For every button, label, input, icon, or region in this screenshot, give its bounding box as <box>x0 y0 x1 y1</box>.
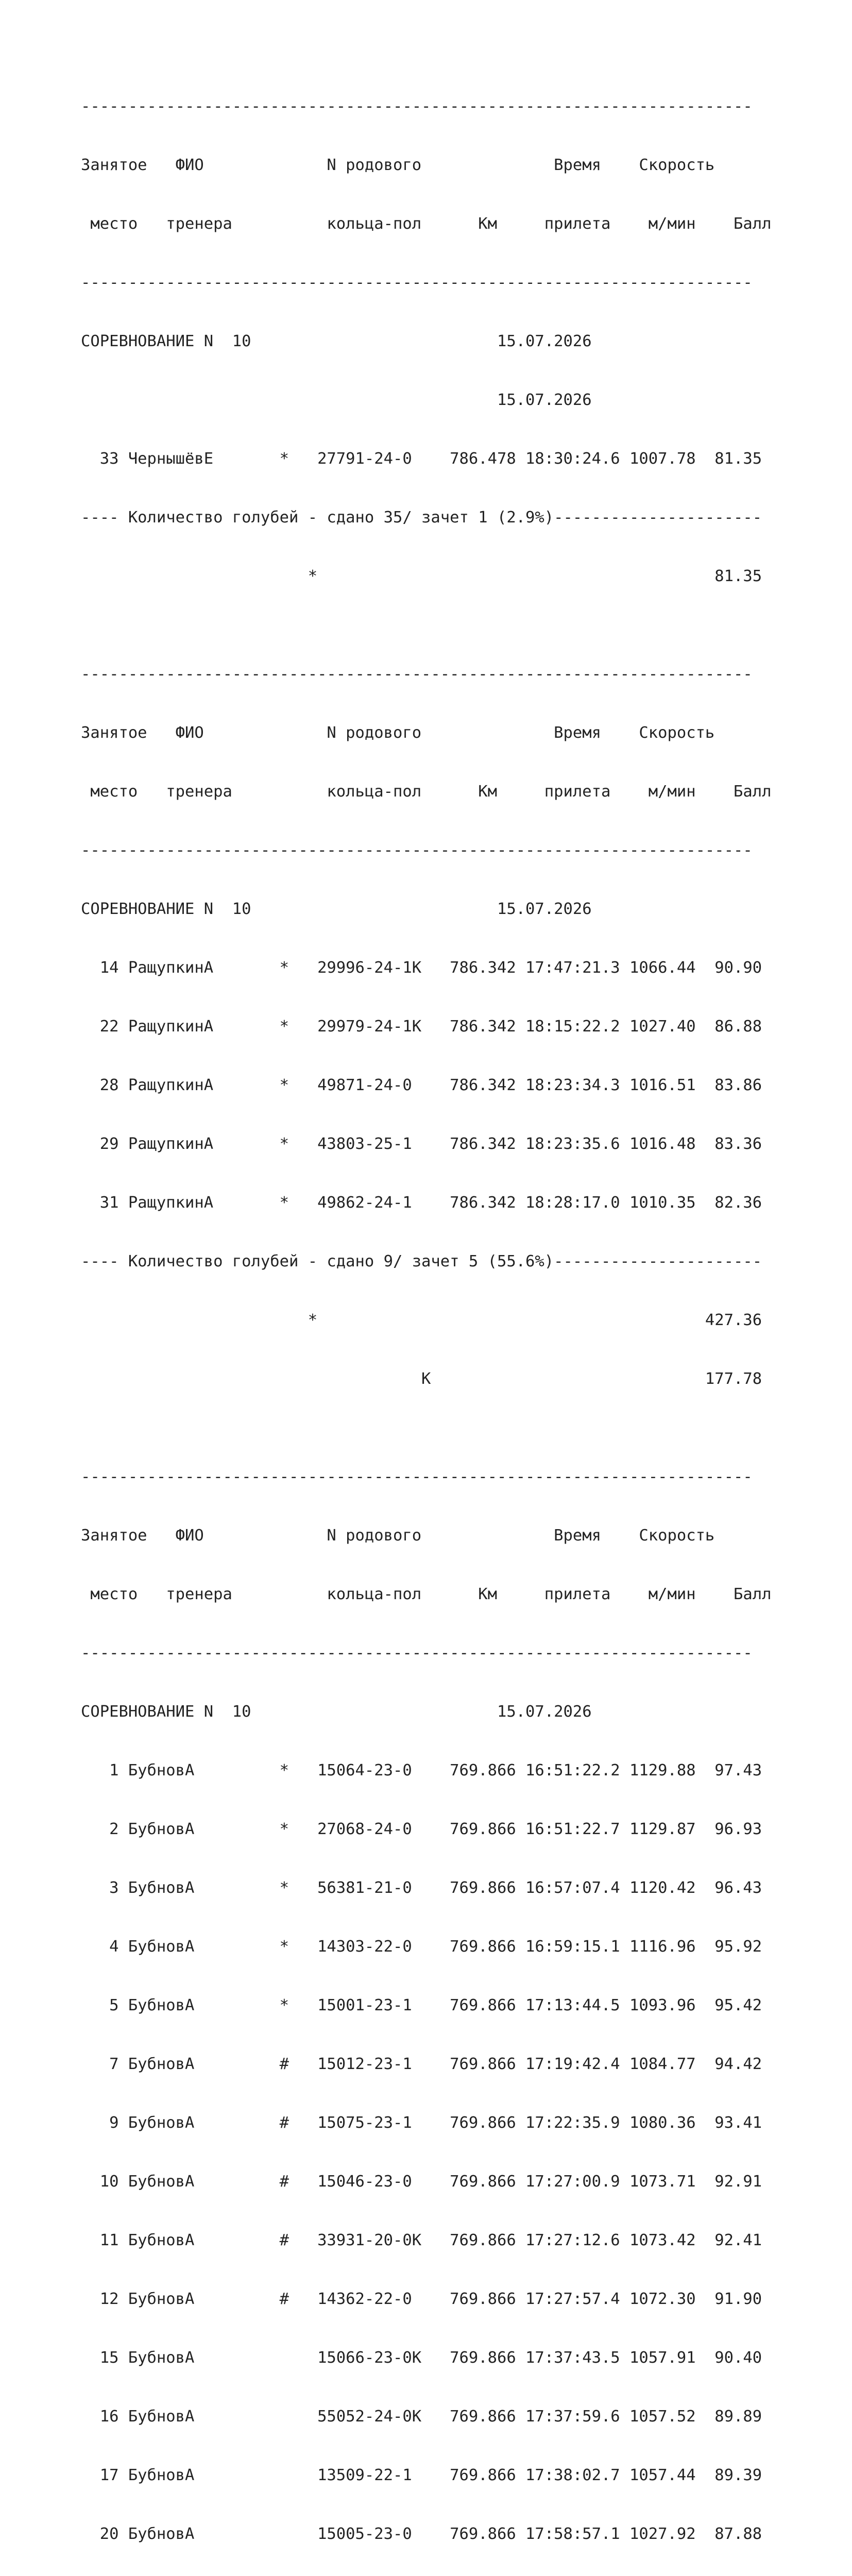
result-row: 11 БубновА # 33931-20-0К 769.866 17:27:12.6 1073.42 92.41 <box>81 2231 762 2249</box>
result-row: 15 БубновА 15066-23-0К 769.866 17:37:43.5 1057.91 90.40 <box>81 2349 762 2367</box>
result-row: 31 РащупкинА * 49862-24-1 786.342 18:28:17.0 1010.35 82.36 <box>81 1194 762 1212</box>
separator-line: ----------------------------------------------------------------------- <box>81 274 753 292</box>
result-row: 7 БубновА # 15012-23-1 769.866 17:19:42.4 1084.77 94.42 <box>81 2055 762 2073</box>
result-row: 14 РащупкинА * 29996-24-1К 786.342 17:47:21.3 1066.44 90.90 <box>81 959 762 977</box>
result-row: 10 БубновА # 15046-23-0 769.866 17:27:00.9 1073.71 92.91 <box>81 2173 762 2191</box>
separator-line: ----------------------------------------------------------------------- <box>81 1644 753 1662</box>
separator-line: ----------------------------------------------------------------------- <box>81 665 753 683</box>
total-line: * 81.35 <box>81 567 762 585</box>
competition-line: СОРЕВНОВАНИЕ N 10 15.07.2026 <box>81 1703 592 1721</box>
total-line: * 427.36 <box>81 1311 762 1329</box>
competition-line: СОРЕВНОВАНИЕ N 10 15.07.2026 <box>81 900 592 918</box>
column-header-line-1: Занятое ФИО N родового Время Скорость <box>81 1527 715 1545</box>
result-row: 28 РащупкинА * 49871-24-0 786.342 18:23:34.3 1016.51 83.86 <box>81 1076 762 1094</box>
result-row: 3 БубновА * 56381-21-0 769.866 16:57:07.4 1120.42 96.43 <box>81 1879 762 1897</box>
result-row: 22 РащупкинА * 29979-24-1К 786.342 18:15:22.2 1027.40 86.88 <box>81 1018 762 1036</box>
result-row: 20 БубновА 15005-23-0 769.866 17:58:57.1 1027.92 87.88 <box>81 2525 762 2543</box>
race-results-report <box>81 38 771 2576</box>
result-row: 1 БубновА * 15064-23-0 769.866 16:51:22.2 1129.88 97.43 <box>81 1761 762 1780</box>
result-row: 5 БубновА * 15001-23-1 769.866 17:13:44.5 1093.96 95.42 <box>81 1996 762 2014</box>
result-row: 17 БубновА 13509-22-1 769.866 17:38:02.7 1057.44 89.39 <box>81 2466 762 2484</box>
column-header-line-2: место тренера кольца-пол Км прилета м/мин Балл <box>81 783 772 801</box>
separator-line: ----------------------------------------------------------------------- <box>81 97 753 115</box>
result-row: 9 БубновА # 15075-23-1 769.866 17:22:35.9 1080.36 93.41 <box>81 2114 762 2132</box>
result-row: 12 БубновА # 14362-22-0 769.866 17:27:57.4 1072.30 91.90 <box>81 2290 762 2308</box>
result-row: 29 РащупкинА * 43803-25-1 786.342 18:23:35.6 1016.48 83.36 <box>81 1135 762 1153</box>
column-header-line-1: Занятое ФИО N родового Время Скорость <box>81 724 715 742</box>
competition-line: СОРЕВНОВАНИЕ N 10 15.07.2026 <box>81 332 592 350</box>
result-row: 4 БубновА * 14303-22-0 769.866 16:59:15.1 1116.96 95.92 <box>81 1938 762 1956</box>
competition-date-line: 15.07.2026 <box>81 391 592 409</box>
total-line: К 177.78 <box>81 1370 762 1388</box>
result-row: 16 БубновА 55052-24-0К 769.866 17:37:59.6 1057.52 89.89 <box>81 2408 762 2426</box>
summary-line: ---- Количество голубей - сдано 9/ зачет 5 (55.6%)---------------------- <box>81 1252 762 1270</box>
column-header-line-2: место тренера кольца-пол Км прилета м/мин Балл <box>81 1585 772 1603</box>
separator-line: ----------------------------------------------------------------------- <box>81 1468 753 1486</box>
summary-line: ---- Количество голубей - сдано 35/ зачет 1 (2.9%)---------------------- <box>81 509 762 527</box>
result-row: 33 ЧернышёвЕ * 27791-24-0 786.478 18:30:24.6 1007.78 81.35 <box>81 450 762 468</box>
separator-line: ----------------------------------------------------------------------- <box>81 841 753 859</box>
column-header-line-1: Занятое ФИО N родового Время Скорость <box>81 156 715 174</box>
result-row: 2 БубновА * 27068-24-0 769.866 16:51:22.7 1129.87 96.93 <box>81 1820 762 1838</box>
column-header-line-2: место тренера кольца-пол Км прилета м/мин Балл <box>81 215 772 233</box>
